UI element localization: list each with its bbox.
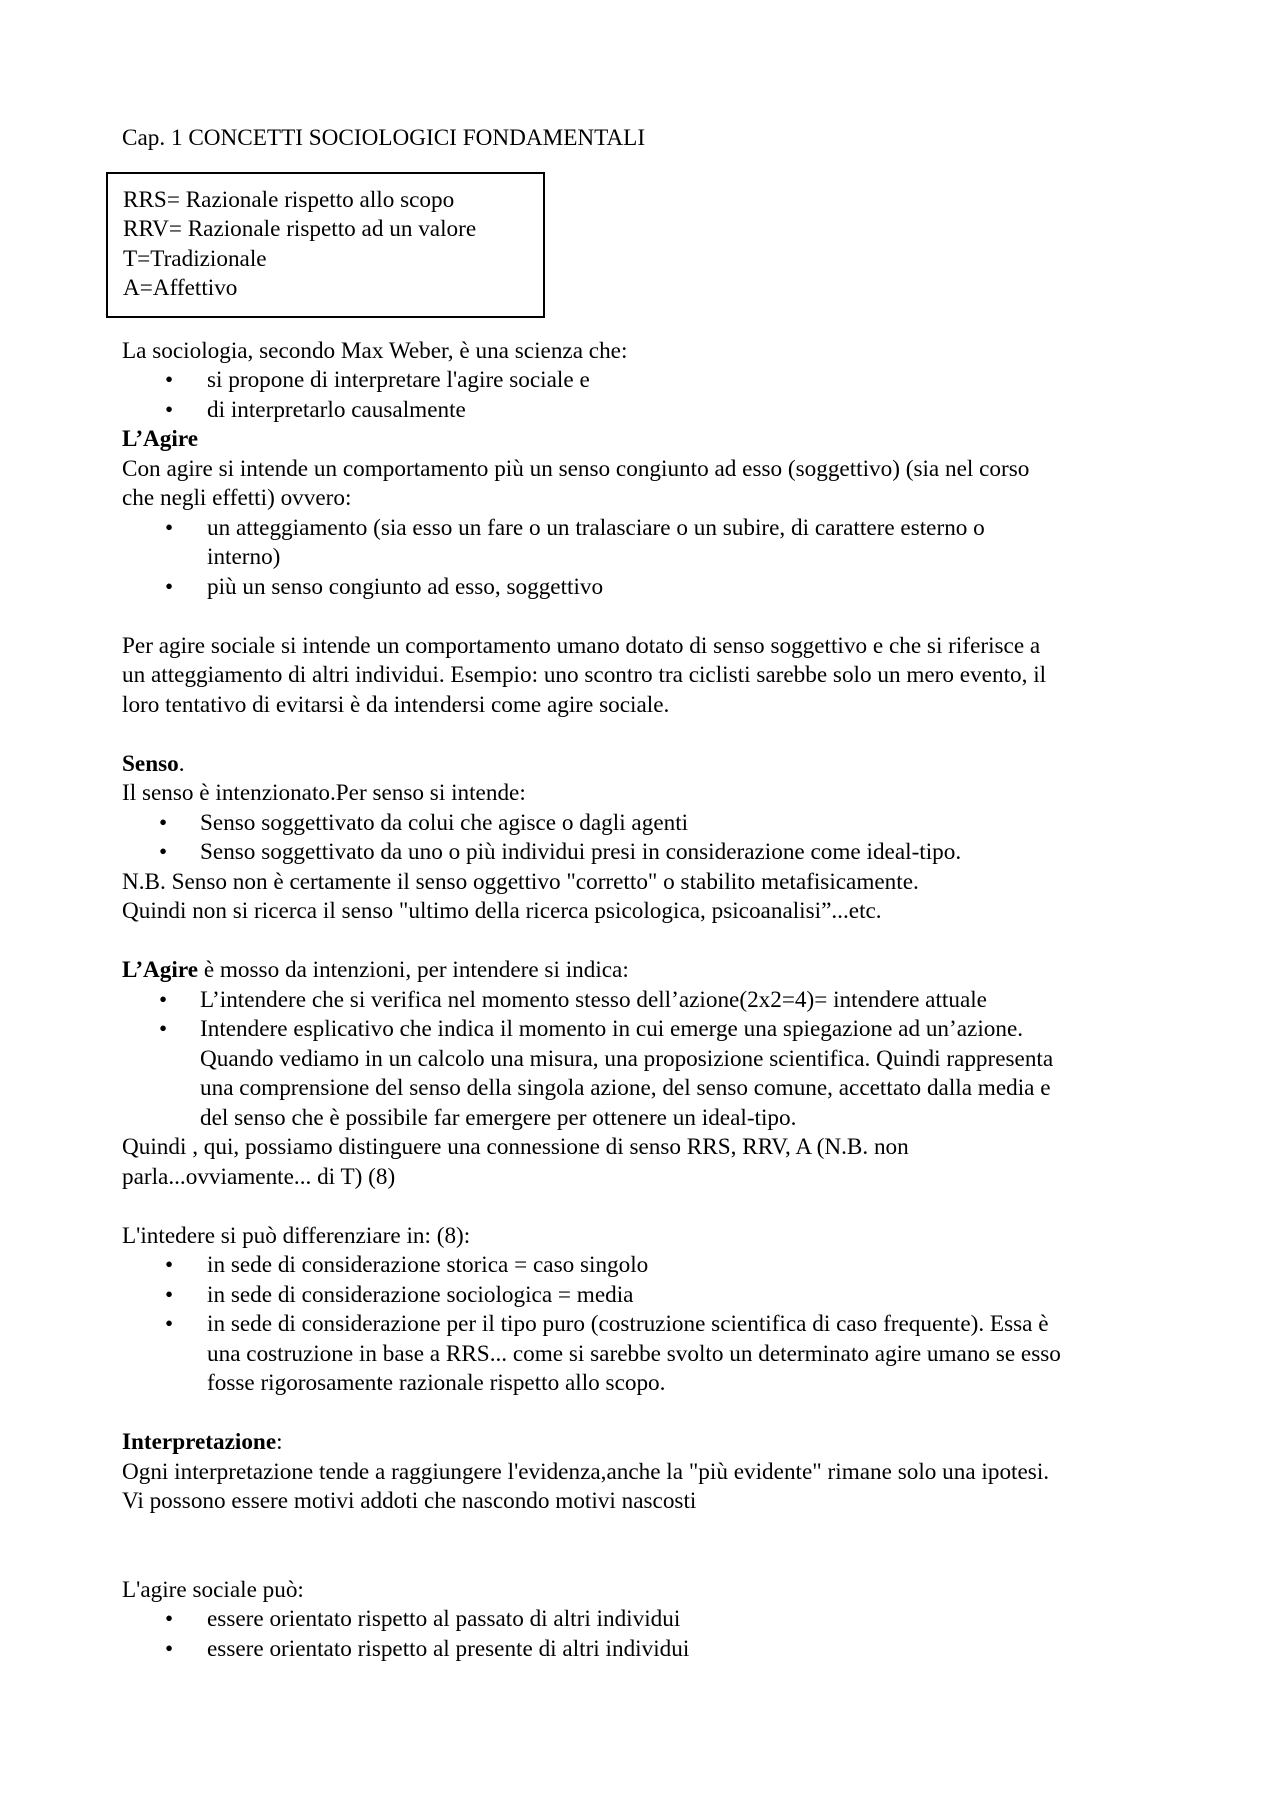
bullet-icon: • (165, 367, 174, 393)
list-item-text: più un senso congiunto ad esso, soggettivo (207, 573, 604, 600)
paragraph-line: che negli effetti) ovvero: (122, 485, 352, 511)
list-item (122, 573, 1172, 603)
list-item-text: essere orientato rispetto al presente di altri individui (207, 1635, 690, 1662)
paragraph-line: parla...ovviamente... di T) (8) (122, 1163, 396, 1190)
spacer (122, 1517, 1172, 1576)
paragraph-line: loro tentativo di evitarsi è da intendersi come agire sociale. (122, 691, 670, 718)
list-item-text: in sede di considerazione sociologica = media (207, 1281, 634, 1308)
list-item-continuation: una costruzione in base a RRS... come si sarebbe svolto un determinato agire umano se esso (207, 1340, 1061, 1367)
bullet-icon: • (159, 1016, 168, 1042)
list-item-continuation: del senso che è possibile far emergere per ottenere un ideal-tipo. (200, 1104, 797, 1131)
list-item (122, 1281, 1172, 1311)
spacer (122, 1399, 1172, 1429)
list-item-text: di interpretarlo causalmente (207, 396, 466, 423)
list-item-text: in sede di considerazione storica = caso singolo (207, 1252, 649, 1278)
bullet-icon: • (159, 986, 168, 1013)
paragraph-line: Con agire si intende un comportamento più un senso congiunto ad esso (soggettivo) (sia nel corso (122, 455, 1030, 482)
chapter-title: Cap. 1 CONCETTI SOCIOLOGICI FONDAMENTALI (122, 125, 646, 151)
bullet-icon: • (159, 839, 168, 865)
bullet-icon: • (165, 1606, 174, 1632)
intro-paragraph: La sociologia, secondo Max Weber, è una scienza che: (122, 337, 628, 364)
spacer (122, 720, 1172, 750)
list-item-text: L’intendere che si verifica nel momento stesso dell’azione(2x2=4)= intendere attuale (200, 986, 987, 1013)
list-item (122, 986, 1172, 1016)
abbreviation-legend-box (106, 172, 545, 318)
bullet-icon: • (165, 1311, 174, 1337)
spacer (122, 602, 1172, 632)
list-item (122, 809, 1172, 839)
list-item-text: Senso soggettivato da uno o più individui presi in considerazione come ideal-tipo. (200, 839, 962, 865)
heading-agire: L’Agire (122, 426, 199, 452)
list-item (122, 1310, 1172, 1340)
list-item-continuation: fosse rigorosamente razionale rispetto allo scopo. (207, 1370, 666, 1396)
list-item (122, 1605, 1172, 1635)
bullet-icon: • (159, 809, 168, 836)
paragraph-line: L'intedere si può differenziare in: (8): (122, 1222, 471, 1249)
legend-line: RRS= Razionale rispetto allo scopo (123, 186, 455, 213)
list-item-text: essere orientato rispetto al passato di altri individui (207, 1606, 681, 1632)
list-item (122, 1015, 1172, 1045)
legend-line: T=Tradizionale (123, 245, 267, 272)
paragraph-line: Vi possono essere motivi addoti che nascondo motivi nascosti (122, 1488, 697, 1514)
bullet-icon: • (165, 1281, 174, 1308)
section-heading (122, 750, 1172, 780)
list-item-text: Intendere esplicativo che indica il momento in cui emerge una spiegazione ad un’azione. (200, 1016, 1024, 1042)
list-item-text: Senso soggettivato da colui che agisce o dagli agenti (200, 809, 689, 836)
list-item (122, 1251, 1172, 1281)
bullet-icon: • (165, 573, 174, 600)
heading-interpretazione: Interpretazione (122, 1429, 277, 1455)
note-line: Quindi non si ricerca il senso "ultimo della ricerca psicologica, psicoanalisi”...etc. (122, 898, 882, 924)
paragraph-line: un atteggiamento di altri individui. Esempio: uno scontro tra ciclisti sarebbe solo un mero evento, il (122, 662, 1047, 688)
list-item (122, 1635, 1172, 1665)
bullet-icon: • (165, 1252, 174, 1278)
list-item-text: si propone di interpretare l'agire sociale e (207, 367, 590, 393)
list-item-continuation: Quando vediamo in un calcolo una misura, una proposizione scientifica. Quindi rappresenta (200, 1045, 1054, 1072)
document-page (122, 124, 1172, 1664)
paragraph-line: Per agire sociale si intende un comportamento umano dotato di senso soggettivo e che si riferisce a (122, 632, 1041, 659)
list-item (122, 514, 1172, 544)
list-item-continuation: una comprensione del senso della singola azione, del senso comune, accettato dalla media e (200, 1075, 1051, 1101)
section-heading (122, 1428, 1172, 1458)
heading-suffix: . (178, 750, 185, 777)
bullet-icon: • (165, 514, 174, 541)
bullet-icon: • (165, 1635, 174, 1662)
list-item (122, 838, 1172, 868)
section-heading (122, 425, 1172, 455)
heading-agire-intenzioni: L’Agire (122, 957, 199, 983)
paragraph-line: Ogni interpretazione tende a raggiungere l'evidenza,anche la "più evidente" rimane solo una ipotesi. (122, 1458, 1050, 1485)
paragraph-line: Il senso è intenzionato.Per senso si intende: (122, 780, 526, 806)
paragraph-text: è mosso da intenzioni, per intendere si indica: (198, 957, 629, 983)
legend-line: A=Affettivo (123, 275, 238, 301)
list-item (122, 366, 1172, 396)
list-item (122, 396, 1172, 426)
paragraph-line (122, 956, 1172, 986)
bullet-icon: • (165, 396, 174, 423)
list-item-text: in sede di considerazione per il tipo puro (costruzione scientifica di caso frequente). Essa è (207, 1311, 1049, 1337)
heading-suffix: : (276, 1429, 283, 1455)
list-item-continuation: interno) (207, 544, 281, 570)
list-item-text: un atteggiamento (sia esso un fare o un tralasciare o un subire, di carattere esterno o (207, 514, 985, 541)
spacer (122, 927, 1172, 957)
heading-senso: Senso (122, 750, 179, 777)
legend-line: RRV= Razionale rispetto ad un valore (123, 216, 477, 242)
paragraph-line: L'agire sociale può: (122, 1576, 304, 1603)
note-line: N.B. Senso non è certamente il senso oggettivo "corretto" o stabilito metafisicamente. (122, 868, 919, 895)
paragraph-line: Quindi , qui, possiamo distinguere una connessione di senso RRS, RRV, A (N.B. non (122, 1134, 909, 1160)
spacer (122, 1192, 1172, 1222)
